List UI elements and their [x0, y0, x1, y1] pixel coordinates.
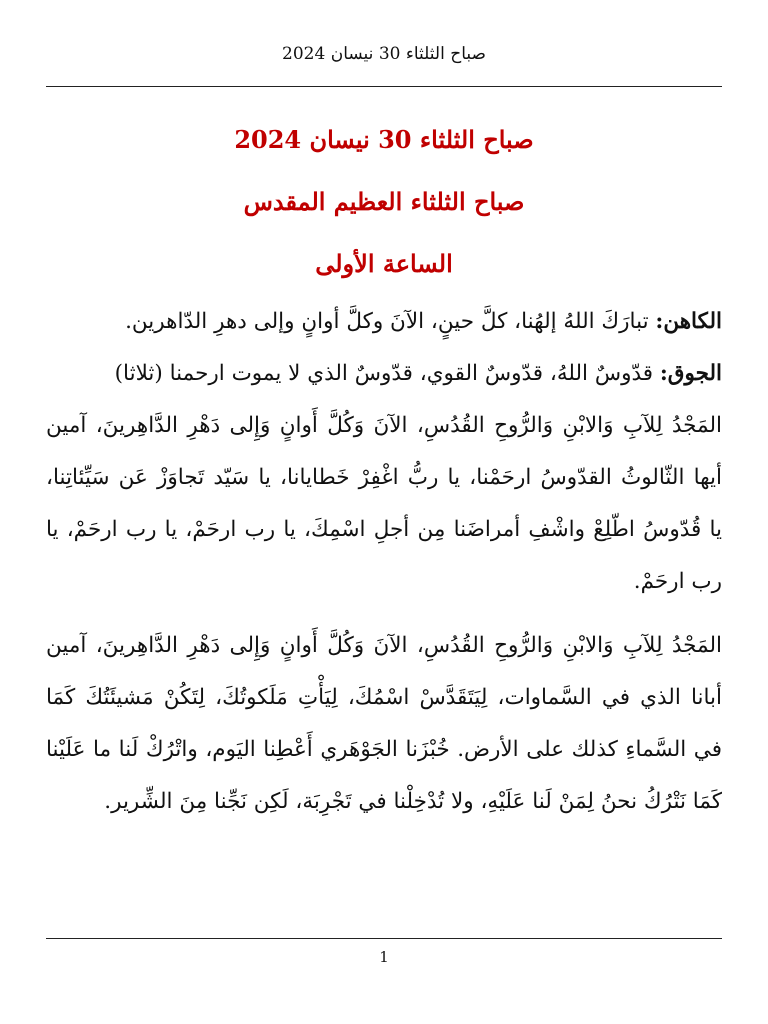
speaker-choir: الجوق:: [659, 361, 722, 386]
liturgy-text: [46, 296, 722, 828]
footer-divider: [46, 938, 722, 939]
title-occasion: صباح الثلثاء العظيم المقدس: [243, 187, 525, 216]
paragraph-line: رب ارحَمْ.: [633, 569, 722, 594]
speaker-priest: الكاهن:: [655, 309, 722, 334]
paragraph-line: كَمَا نَتْرُكُ نحنُ لِمَنْ لَنا عَلَيْهِ، ولا تُدْخِلْنا في تَجْرِبَة، لَكِن نَجِّنا مِنَ الشِّرير.: [104, 789, 722, 814]
paragraph-line: أيها الثّالوثُ القدّوسُ ارحَمْنا، يا ربُّ اغْفِرْ خَطايانا، يا سَيّد تَجاوَزْ عَن سَيِّئاتِنا،: [46, 465, 722, 490]
priest-line: [46, 296, 722, 348]
paragraph-line: يا قُدّوسُ اطّلِعْ واشْفِ أمراضَنا مِن أجلِ اسْمِكَ، يا رب ارحَمْ، يا رب ارحَمْ، يا: [46, 517, 722, 542]
title-date: صباح الثلثاء 30 نيسان 2024: [234, 125, 534, 154]
choir-line: [46, 348, 722, 400]
page-number: 1: [379, 948, 389, 966]
priest-text: تبارَكَ اللهُ إلهُنا، كلَّ حينٍ، الآنَ وكلَّ أوانٍ وإلى دهرِ الدّاهرين.: [125, 309, 656, 334]
choir-text: قدّوسٌ اللهُ، قدّوسٌ القوي، قدّوسٌ الذي لا يموت ارحمنا (ثلاثا): [114, 361, 660, 386]
paragraph-line: المَجْدُ لِلآبِ وَالابْنِ وَالرُّوحِ القُدُسِ، الآنَ وَكُلَّ أَوانٍ وَإِلى دَهْرِ الدَّاهِرينَ، آمين: [46, 633, 722, 658]
paragraph-trisagion-prayers: [46, 400, 722, 608]
paragraph-line: أبانا الذي في السَّماوات، لِيَتَقَدَّسْ اسْمُكَ، لِيَأْتِ مَلَكوتُكَ، لِتَكُنْ مَشيئَتُكَ كَمَا: [46, 685, 722, 710]
paragraph-lords-prayer: [46, 620, 722, 828]
header-divider: [46, 86, 722, 87]
paragraph-line: المَجْدُ لِلآبِ وَالابْنِ وَالرُّوحِ القُدُسِ، الآنَ وَكُلَّ أَوانٍ وَإِلى دَهْرِ الدَّاهِرينَ، آمين: [46, 413, 722, 438]
title-hour: الساعة الأولى: [315, 249, 453, 278]
paragraph-spacer: [46, 608, 722, 620]
running-header: صباح الثلثاء 30 نيسان 2024: [282, 44, 486, 64]
paragraph-line: في السَّماءِ كذلك على الأرض. خُبْزَنا الجَوْهَري أَعْطِنا اليَوم، واتْرُكْ لَنا ما عَلَيْنا: [46, 737, 722, 762]
title-block: [46, 108, 722, 294]
